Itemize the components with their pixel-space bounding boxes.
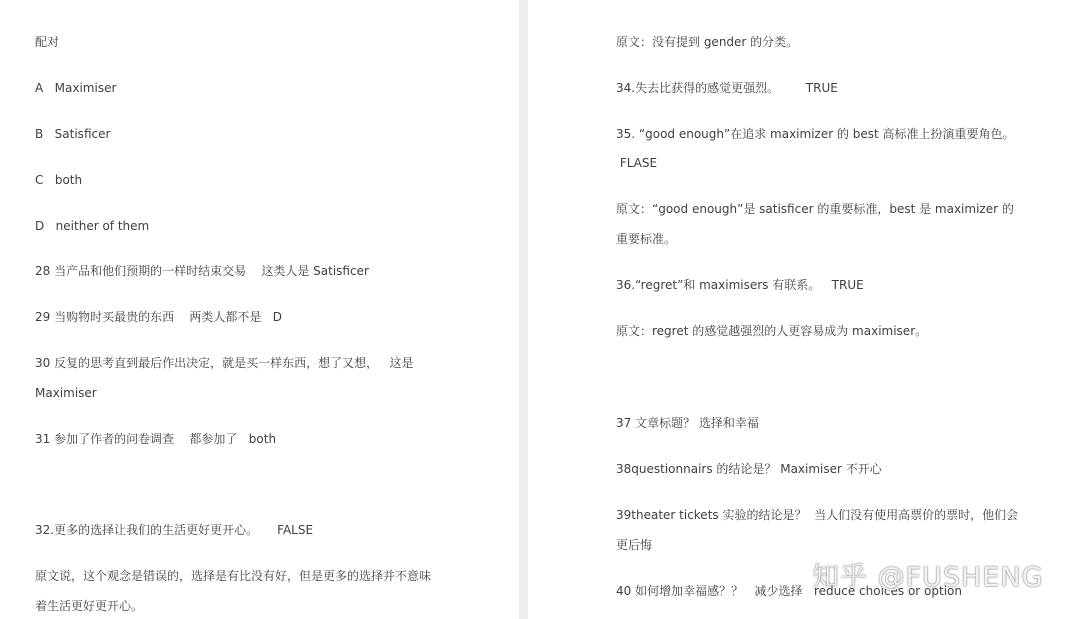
answer-34: 34.失去比获得的感觉更强烈。 TRUE	[616, 81, 838, 95]
answer-32: 32.更多的选择让我们的生活更好更开心。 FALSE	[35, 523, 314, 537]
answer-37: 37 文章标题？ 选择和幸福	[616, 416, 759, 430]
source-note-36: 原文：regret 的感觉越强烈的人更容易成为 maximiser。	[616, 324, 928, 338]
answer-30-cont: Maximiser	[35, 386, 97, 400]
answer-28: 28 当产品和他们预期的一样时结束交易 这类人是 Satisficer	[35, 264, 369, 278]
option-c: C both	[35, 173, 83, 187]
answer-30: 30 反复的思考直到最后作出决定，就是买一样东西，想了又想， 这是	[35, 356, 414, 370]
answer-36: 36.“regret”和 maximisers 有联系。 TRUE	[616, 278, 864, 292]
option-d: D neither of them	[35, 219, 150, 233]
answer-35-verdict: FLASE	[616, 156, 658, 170]
zhihu-watermark: 知乎 @FUSHENG	[812, 561, 1044, 593]
page-gutter	[519, 0, 528, 619]
answer-35: 35. “good enough”在追求 maximizer 的 best 高标准上扮演重要角色。	[616, 127, 1015, 141]
answer-39: 39theater tickets 实验的结论是？ 当人们没有使用高票价的票时，他们会	[616, 508, 1019, 522]
source-note-33: 原文：没有提到 gender 的分类。	[616, 35, 799, 49]
left-document-page	[0, 0, 519, 619]
section-heading: 配对	[35, 35, 60, 49]
answer-38: 38questionnairs 的结论是？ Maximiser 不开心	[616, 462, 882, 476]
answer-29: 29 当购物时买最贵的东西 两类人都不是 D	[35, 310, 283, 324]
answer-40: 40 如何增加幸福感？？ 减少选择 reduce choices or option	[616, 584, 963, 598]
right-document-page	[528, 0, 1080, 619]
answer-39-cont: 更后悔	[616, 538, 653, 552]
answer-31: 31 参加了作者的问卷调查 都参加了 both	[35, 432, 277, 446]
option-b: B Satisficer	[35, 127, 111, 141]
option-a: A Maximiser	[35, 81, 117, 95]
explanation-32-cont: 着生活更好更开心。	[35, 599, 144, 613]
explanation-32: 原文说，这个观念是错误的，选择是有比没有好，但是更多的选择并不意味	[35, 569, 432, 583]
source-note-35-cont: 重要标准。	[616, 232, 677, 246]
source-note-35: 原文：“good enough”是 satisficer 的重要标准，best 是 maximizer 的	[616, 202, 1014, 216]
